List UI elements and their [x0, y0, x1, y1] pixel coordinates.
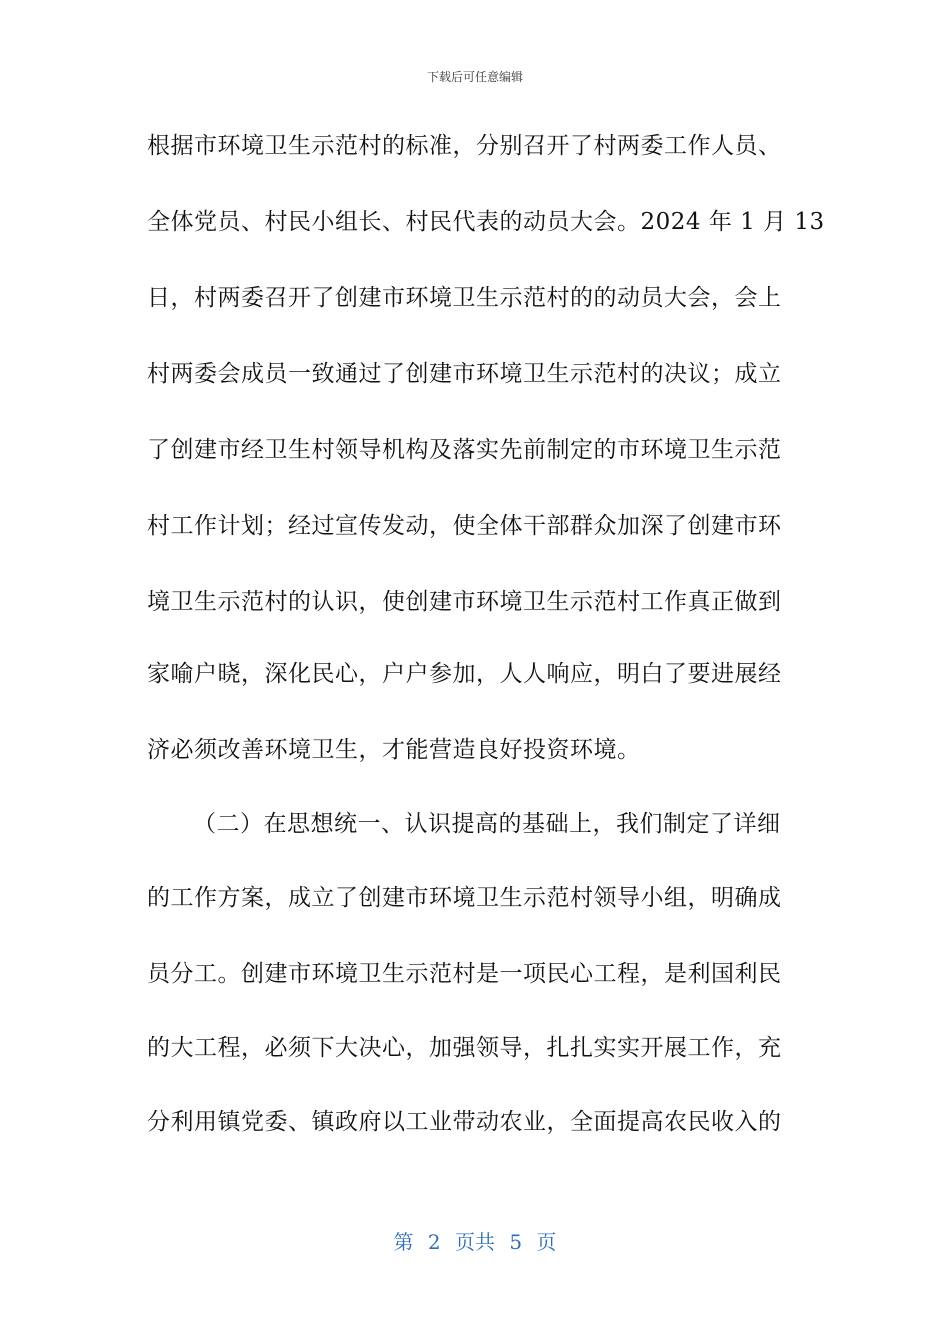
body-line-13: 的大工程，必须下大决心，加强领导，扎扎实实开展工作，充 — [147, 1035, 782, 1061]
body-line-7: 境卫生示范村的认识，使创建市环境卫生示范村工作真正做到 — [147, 589, 782, 615]
body-line-5: 了创建市经卫生村领导机构及落实先前制定的市环境卫生示范 — [147, 437, 782, 463]
page-header: 下载后可任意编辑 — [426, 70, 523, 84]
body-line-11: 的工作方案，成立了创建市环境卫生示范村领导小组，明确成 — [147, 885, 782, 911]
body-line-8: 家喻户晓，深化民心，户户参加，人人响应，明白了要进展经 — [147, 661, 782, 687]
body-line-9: 济必须改善环境卫生，才能营造良好投资环境。 — [147, 737, 641, 763]
body-line-12: 员分工。创建市环境卫生示范村是一项民心工程，是利国利民 — [147, 961, 782, 987]
body-line-14: 分利用镇党委、镇政府以工业带动农业，全面提高农民收入的 — [147, 1109, 782, 1135]
body-line-2: 全体党员、村民小组长、村民代表的动员大会。2024 年 1 月 13 — [147, 209, 825, 235]
page-number-footer: 第 2 页共 5 页 — [393, 1230, 557, 1254]
paragraph-2-line-1: （二）在思想统一、认识提高的基础上，我们制定了详细 — [193, 811, 781, 837]
body-line-1: 根据市环境卫生示范村的标准，分别召开了村两委工作人员、 — [147, 133, 782, 159]
body-line-6: 村工作计划；经过宣传发动，使全体干部群众加深了创建市环 — [147, 513, 782, 539]
body-line-3: 日，村两委召开了创建市环境卫生示范村的的动员大会，会上 — [147, 285, 782, 311]
body-line-4: 村两委会成员一致通过了创建市环境卫生示范村的决议；成立 — [147, 361, 782, 387]
